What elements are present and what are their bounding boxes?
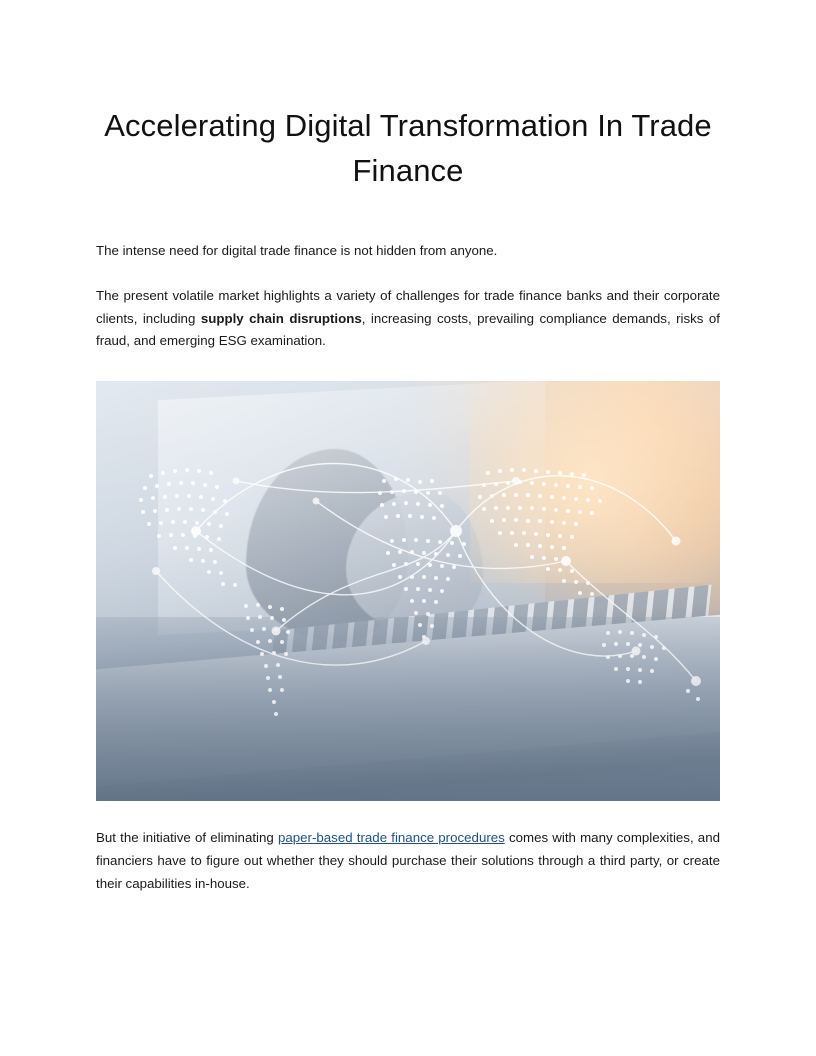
challenges-text-part-2: , increasing costs, prevailing compliance demands, risks of fraud, and emerging ESG examination.: [96, 310, 720, 349]
challenges-text-part-1: The present volatile market highlights a variety of challenges for trade finance banks and their corporate clients, including: [96, 287, 720, 326]
world-map-laptop-image: [96, 381, 720, 801]
challenges-paragraph: [96, 285, 720, 354]
lead-paragraph: The intense need for digital trade finance is not hidden from anyone.: [96, 242, 498, 258]
paper-based-paragraph: [96, 827, 720, 896]
image-haze-overlay: [96, 381, 720, 801]
supply-chain-disruptions-emphasis: supply chain disruptions: [200, 310, 362, 326]
paper-based-trade-finance-link[interactable]: paper-based trade finance procedures: [277, 830, 505, 846]
page-title: Accelerating Digital Transformation In Trade Finance: [104, 108, 712, 188]
paper-based-text-part-1: But the initiative of eliminating: [96, 830, 278, 846]
paper-based-text-part-2: comes with many complexities, and financiers have to figure out whether they should purchase their solutions through a third party, or create their capabilities in-house.: [96, 830, 720, 892]
